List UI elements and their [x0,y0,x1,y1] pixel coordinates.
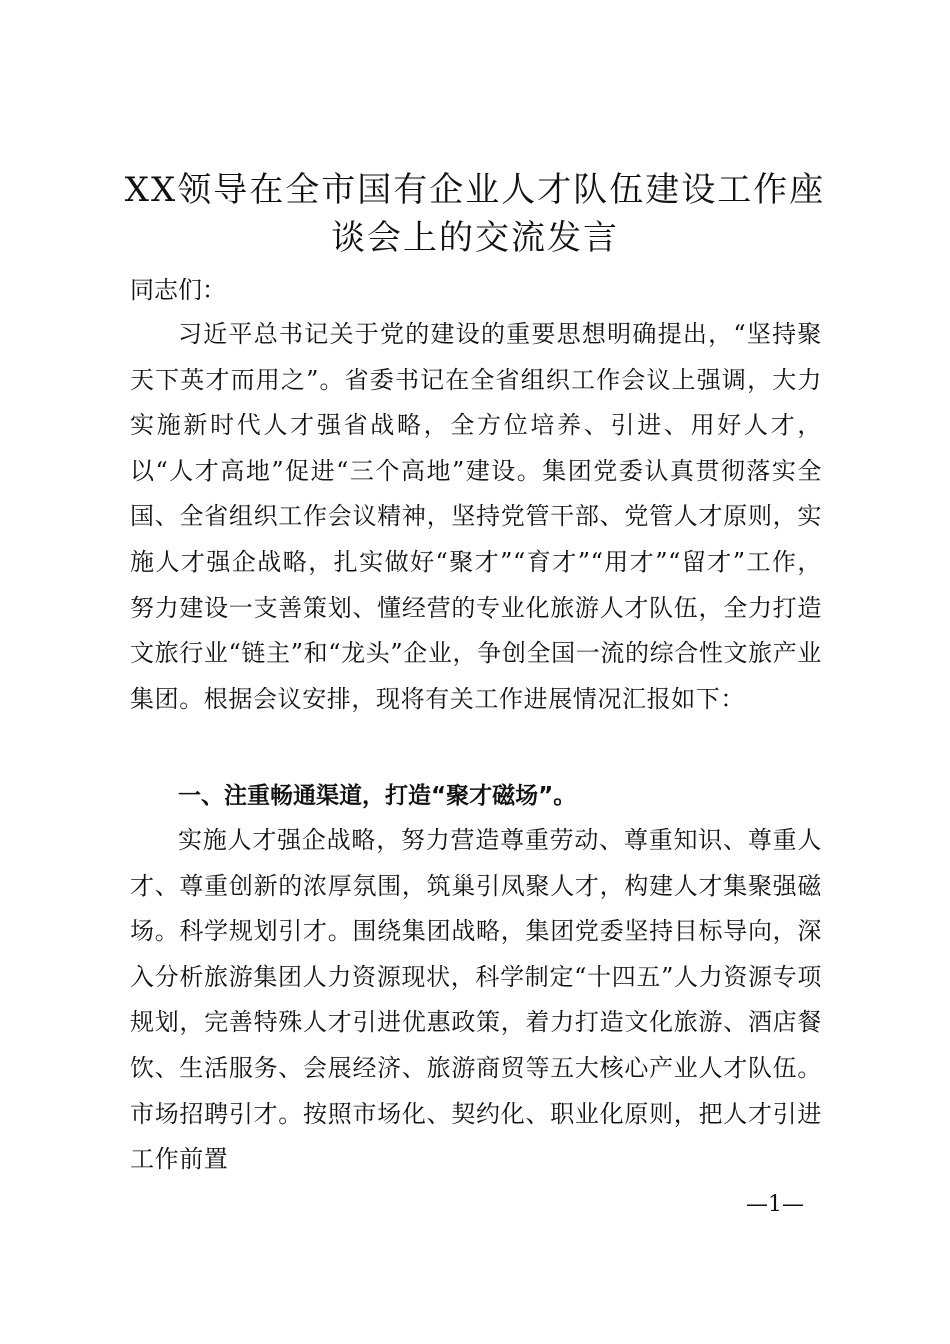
salutation: 同志们： [130,276,226,304]
body-paragraph-section-1: 实施人才强企战略，努力营造尊重劳动、尊重知识、尊重人才、尊重创新的浓厚氛围，筑巢引凤聚人才，构建人才集聚强磁场。科学规划引才。围绕集团战略，集团党委坚持目标导向，深入分析旅游集团人力资源现状，科学制定“十四五”人力资源专项规划，完善特殊人才引进优惠政策，着力打造文化旅游、酒店餐饮、生活服务、会展经济、旅游商贸等五大核心产业人才队伍。市场招聘引才。按照市场化、契约化、职业化原则，把人才引进工作前置 [130,826,822,1174]
document-title: XX领导在全市国有企业人才队伍建设工作座谈会上的交流发言 [124,170,826,258]
page-number: —1— [746,1192,804,1217]
section-heading-1: 一、注重畅通渠道，打造“聚才磁场”。 [178,783,577,809]
body-paragraph-intro: 习近平总书记关于党的建设的重要思想明确提出，“坚持聚天下英才而用之”。省委书记在全省组织工作会议上强调，大力实施新时代人才强省战略，全方位培养、引进、用好人才，以“人才高地”促进“三个高地”建设。集团党委认真贯彻落实全国、全省组织工作会议精神，坚持党管干部、党管人才原则，实施人才强企战略，扎实做好“聚才”“育才”“用才”“留才”工作，努力建设一支善策划、懂经营的专业化旅游人才队伍，全力打造文旅行业“链主”和“龙头”企业，争创全国一流的综合性文旅产业集团。根据会议安排，现将有关工作进展情况汇报如下： [130,320,822,713]
